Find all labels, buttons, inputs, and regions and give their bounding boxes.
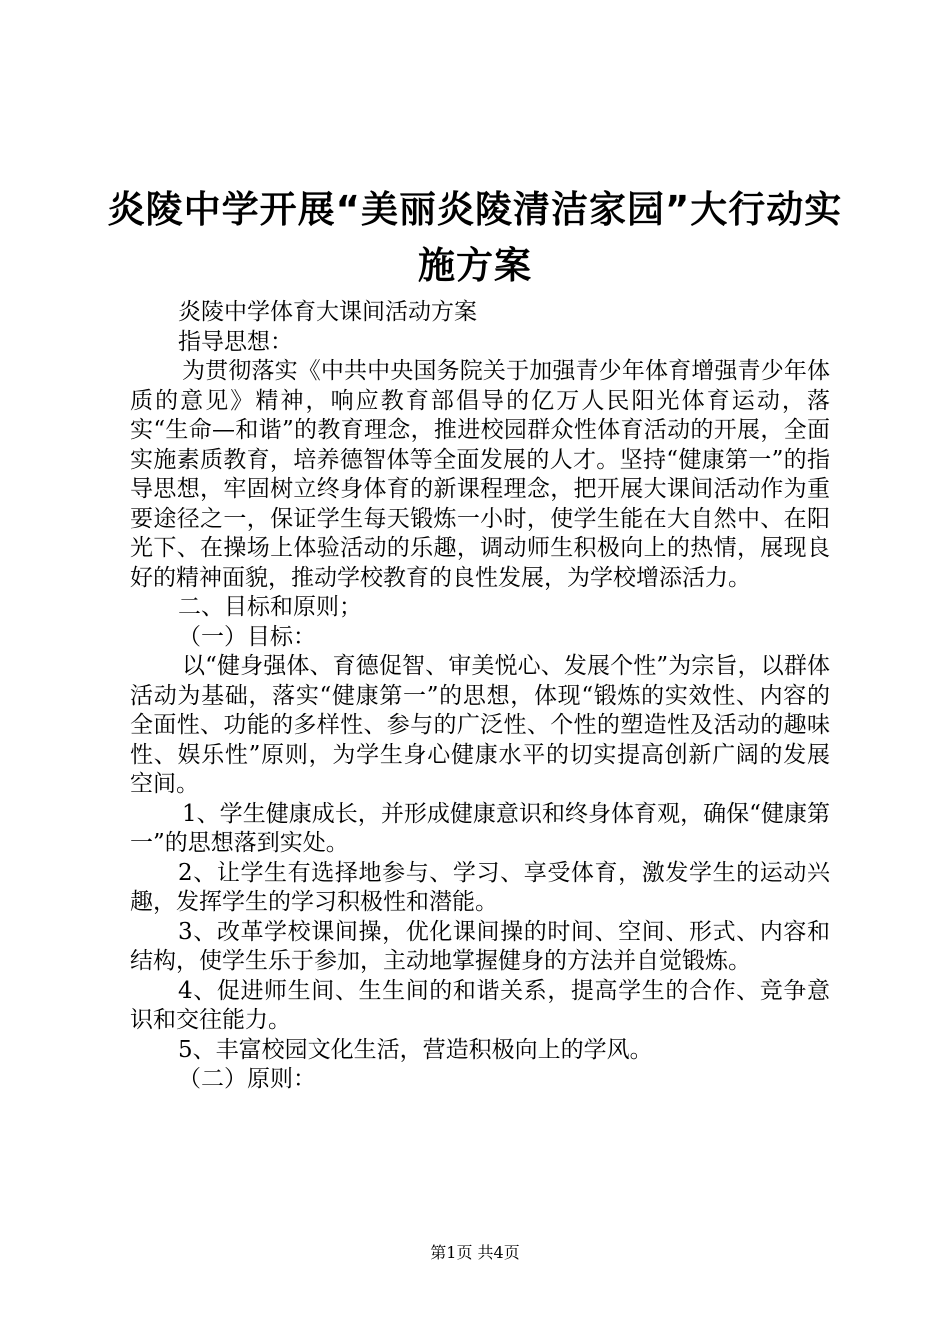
list-item: 1、学生健康成长，并形成健康意识和终身体育观，确保“健康第一”的思想落到实处。 xyxy=(130,800,830,856)
section-heading: 二、目标和原则； xyxy=(178,594,362,620)
list-item: 3、改革学校课间操，优化课间操的时间、空间、形式、内容和结构，使学生乐于参加，主动地掌握健身的方法并自觉锻炼。 xyxy=(130,918,830,974)
list-item: 5、丰富校园文化生活，营造积极向上的学风。 xyxy=(178,1036,653,1063)
subtitle-paragraph: 炎陵中学体育大课间活动方案 xyxy=(178,299,477,325)
subsection-heading: （二）原则： xyxy=(178,1066,316,1092)
subsection-heading: （一）目标： xyxy=(178,623,316,650)
section-heading: 指导思想： xyxy=(178,328,293,355)
page-footer: 第1页 共4页 xyxy=(430,1243,520,1262)
body-paragraph: 以“健身强体、育德促智、审美悦心、发展个性”为宗旨，以群体活动为基础，落实“健康第一”的思想，体现“锻炼的实效性、内容的全面性、功能的多样性、参与的广泛性、个性的塑造性及活动的趣味性、娱乐性”原则，为学生身心健康水平的切实提高创新广阔的发展空间。 xyxy=(130,653,830,797)
document-body xyxy=(130,298,830,1095)
list-item: 2、让学生有选择地参与、学习、享受体育，激发学生的运动兴趣，发挥学生的学习积极性和潜能。 xyxy=(130,859,830,915)
document-title-line-2: 施方案 xyxy=(418,244,532,287)
list-item: 4、促进师生间、生生间的和谐关系，提高学生的合作、竞争意识和交往能力。 xyxy=(130,977,830,1033)
body-paragraph: 为贯彻落实《中共中央国务院关于加强青少年体育增强青少年体质的意见》精神，响应教育部倡导的亿万人民阳光体育运动，落实“生命—和谐”的教育理念，推进校园群众性体育活动的开展，全面实施素质教育，培养德智体等全面发展的人才。坚持“健康第一”的指导思想，牢固树立终身体育的新课程理念，把开展大课间活动作为重要途径之一，保证学生每天锻炼一小时，使学生能在大自然中、在阳光下、在操场上体验活动的乐趣，调动师生积极向上的热情，展现良好的精神面貌，推动学校教育的良性发展，为学校增添活力。 xyxy=(130,358,830,591)
document-title-line-1: 炎陵中学开展“美丽炎陵清洁家园”大行动实 xyxy=(107,188,843,231)
